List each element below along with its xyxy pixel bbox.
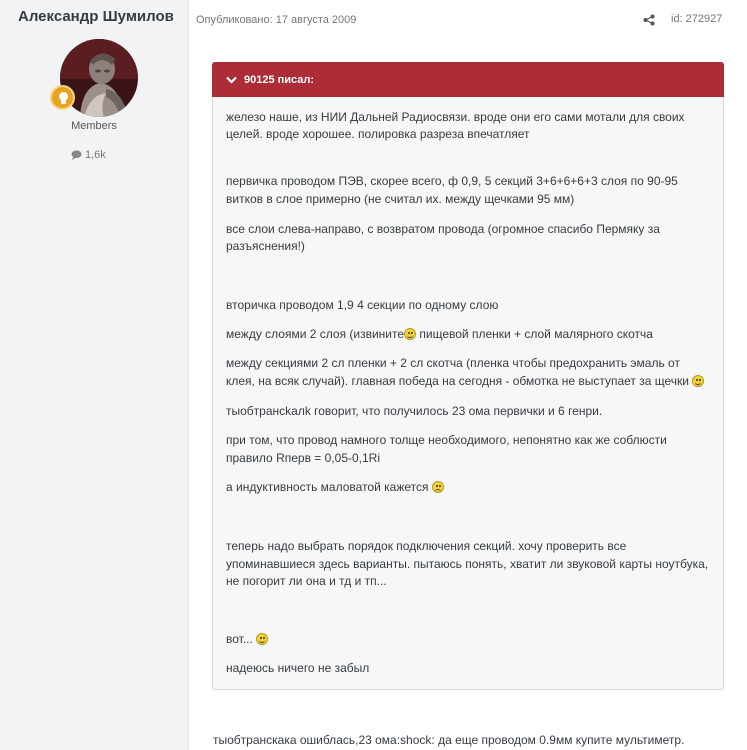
quote-line: не погорит ли она и тд и тп... xyxy=(226,574,387,588)
quote-text: клея, на всяк случай). главная победа на сегодня - обмотка не выступает за щечки xyxy=(226,374,689,388)
quote-text: а индуктивность маловатой кажется xyxy=(226,480,429,494)
smile-emoji-icon xyxy=(256,633,268,645)
member-group: Members xyxy=(71,120,117,132)
post-date[interactable]: Опубликовано: 17 августа 2009 xyxy=(196,14,357,26)
smile-emoji-icon xyxy=(404,328,416,340)
quote-line: целей. вроде хорошее. полировка разреза впечатляет xyxy=(226,127,530,141)
sad-emoji-icon xyxy=(432,481,444,493)
quote-line: теперь надо выбрать порядок подключения секций. хочу проверить все xyxy=(226,539,627,553)
lightbulb-badge-icon[interactable] xyxy=(50,85,75,110)
quote-text: вот... xyxy=(226,632,253,646)
quote-line xyxy=(226,374,704,388)
reputation-value: 1,6k xyxy=(85,149,106,161)
quote-line: первичка проводом ПЭВ, скорее всего, ф 0,9, 5 секций 3+6+6+6+3 слоя по 90-95 xyxy=(226,174,678,188)
quote-line xyxy=(226,632,268,646)
quote-line: витков в слое примерно (не считал их. между щечками 95 мм) xyxy=(226,192,575,206)
quote-line: между секциями 2 сл пленки + 2 сл скотча (пленка чтобы предохранить эмаль от xyxy=(226,356,680,370)
quote-line: надеюсь ничего не забыл xyxy=(226,661,370,675)
quote-line: вторичка проводом 1,9 4 секции по одному слою xyxy=(226,298,499,312)
author-panel xyxy=(0,0,189,750)
smile-emoji-icon xyxy=(692,375,704,387)
reputation-count xyxy=(71,149,106,161)
comment-icon xyxy=(71,150,82,160)
post-body-text: тыобтранскака ошиблась,23 ома:shock: да еще проводом 0.9мм купите мультиметр. xyxy=(213,733,685,747)
quote-line: при том, что провод намного толще необходимого, непонятно как же соблюсти xyxy=(226,433,667,447)
author-name[interactable]: Александр Шумилов xyxy=(18,8,174,25)
quote-line: упоминавшиеся здесь варианты. пытаюсь понять, хватит ли звуковой карты ноутбука, xyxy=(226,557,709,571)
quote-line xyxy=(226,480,444,494)
quote-text: между слоями 2 слоя (извините xyxy=(226,327,405,341)
quote-line: правило Rперв = 0,05-0,1Ri xyxy=(226,451,380,465)
chevron-down-icon xyxy=(226,76,237,84)
quote-line: разъяснения!) xyxy=(226,239,305,253)
quote-text: пищевой пленки + слой малярного скотча xyxy=(416,327,653,341)
share-icon[interactable] xyxy=(643,14,655,26)
quote-author: 90125 писал: xyxy=(244,73,315,86)
quote-line: все слои слева-направо, с возвратом провода (огромное спасибо Пермяку за xyxy=(226,222,660,236)
quote-header[interactable] xyxy=(212,62,724,97)
quote-line: тыобтрансkалk говорит, что получилось 23 ома первички и 6 генри. xyxy=(226,404,603,418)
post-id: id: 272927 xyxy=(671,13,723,25)
quote-line: железо наше, из НИИ Дальней Радиосвязи. вроде они его сами мотали для своих xyxy=(226,110,685,124)
quote-line xyxy=(226,327,653,341)
